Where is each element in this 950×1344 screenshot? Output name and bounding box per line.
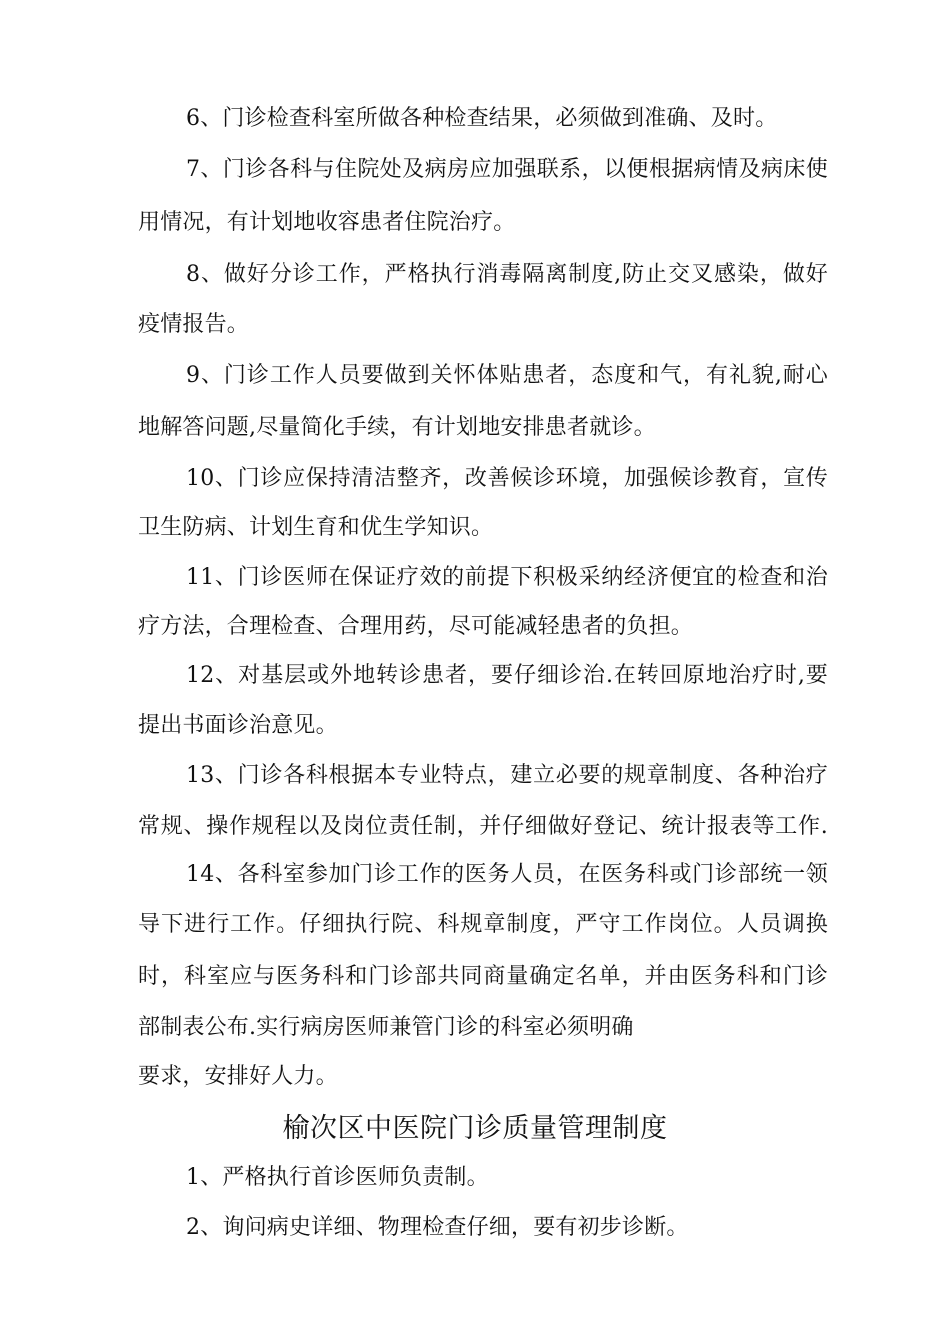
rule-9-line-2: 地解答问题,尽量简化手续，有计划地安排患者就诊。 [138, 415, 656, 440]
rule-8-line-1: 8、做好分诊工作，严格执行消毒隔离制度,防止交叉感染，做好 [186, 262, 828, 287]
rule-12-line-2: 提出书面诊治意见。 [138, 713, 338, 738]
rule-7-line-1: 7、门诊各科与住院处及病房应加强联系，以便根据病情及病床使 [186, 157, 828, 182]
rule-12-line-1: 12、对基层或外地转诊患者，要仔细诊治.在转回原地治疗时,要 [186, 663, 828, 688]
rule-8-line-2: 疫情报告。 [138, 312, 250, 337]
rule-13-line-1: 13、门诊各科根据本专业特点，建立必要的规章制度、各种治疗 [186, 763, 828, 788]
rule-10-line-1: 10、门诊应保持清洁整齐，改善候诊环境，加强候诊教育，宣传 [186, 466, 828, 491]
rule-6-line-1: 6、门诊检查科室所做各种检查结果，必须做到准确、及时。 [186, 106, 778, 131]
rule-14-line-1: 14、各科室参加门诊工作的医务人员，在医务科或门诊部统一领 [186, 862, 828, 887]
rule-7-line-2: 用情况，有计划地收容患者住院治疗。 [138, 210, 516, 235]
rule-14-line-5: 要求，安排好人力。 [138, 1064, 338, 1089]
rule-14-line-3: 时，科室应与医务科和门诊部共同商量确定名单，并由医务科和门诊 [138, 964, 828, 989]
rule-9-line-1: 9、门诊工作人员要做到关怀体贴患者，态度和气，有礼貌,耐心 [186, 363, 828, 388]
rule-13-line-2: 常规、操作规程以及岗位责任制，并仔细做好登记、统计报表等工作. [138, 814, 828, 839]
rule-14-line-2: 导下进行工作。仔细执行院、科规章制度，严守工作岗位。人员调换 [138, 912, 828, 937]
quality-rule-1: 1、严格执行首诊医师负责制。 [186, 1165, 489, 1190]
rule-11-line-1: 11、门诊医师在保证疗效的前提下积极采纳经济便宜的检查和治 [186, 565, 828, 590]
quality-rule-2: 2、询问病史详细、物理检查仔细，要有初步诊断。 [186, 1215, 689, 1240]
rule-11-line-2: 疗方法，合理检查、合理用药，尽可能减轻患者的负担。 [138, 614, 694, 639]
rule-14-line-4: 部制表公布.实行病房医师兼管门诊的科室必须明确 [138, 1015, 634, 1040]
section-title: 榆次区中医院门诊质量管理制度 [282, 1113, 668, 1144]
rule-10-line-2: 卫生防病、计划生育和优生学知识。 [138, 515, 494, 540]
